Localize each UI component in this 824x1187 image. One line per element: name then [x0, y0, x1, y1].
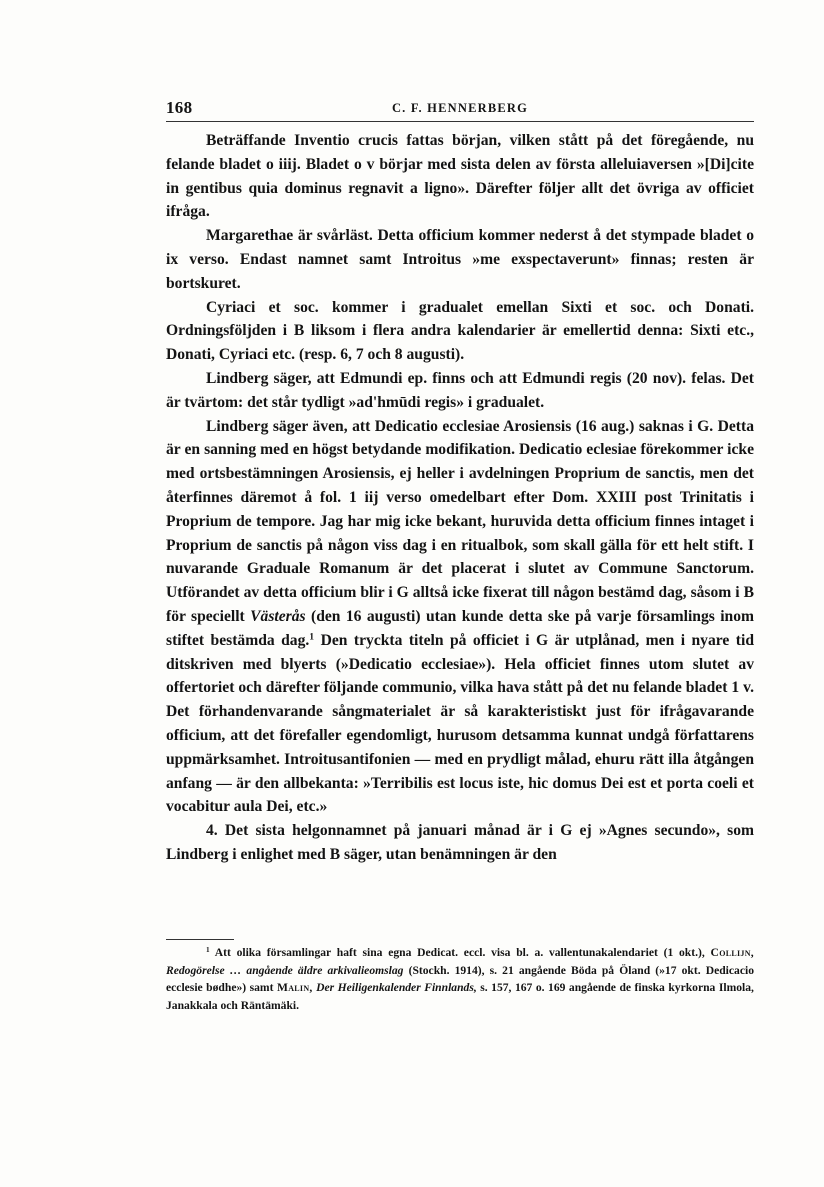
footnote-text-1: Att olika församlingar haft sina egna Dedicat. eccl. visa bl. a. vallentunakalendariet (1 okt.),	[214, 946, 705, 959]
paragraph-inventio-crucis: Beträffande Inventio crucis fattas början, vilken stått på det föregående, nu felande bladet o iiij. Bladet o v börjar med sista delen av första alleluiaversen »[Di]cite in gentibus quia dominus regnavit a ligno». Därefter följer allt det övriga av officiet ifråga.	[166, 132, 754, 221]
paragraph-edmundi: Lindberg säger, att Edmundi ep. finns och att Edmundi regis (20 nov). felas. Det är tvärtom: det står tydligt »ad'hmūdi regis» i gradualet.	[166, 369, 754, 411]
header-rule	[166, 121, 754, 122]
footnote-text-2: (Stockh. 1914), s. 21 angående Böda på Öland (»17 okt. Dedicacio ecclesie bødhe») samt	[166, 963, 754, 995]
dedicatio-text-c: Den tryckta titeln på officiet i G är utplånad, men i nyare tid ditskriven med blyerts (»Dedicatio ecclesiae»). Hela officiet finnes utom slutet av offertoriet och därefter följande communio, vilka hava stått på det nu felande bladet 1 v. Det förhandenvarande sångmaterialet är så karakteristiskt just för ifrågavarande officium, att det förefaller egendomligt, hurusom detsamma kunnat undgå författarens uppmärksamhet. Introitusantifonien — med en prydligt målad, ehuru rätt illa åtgången anfang — är den allbekanta: »Terribilis est locus iste, hic domus Dei est et porta coeli et vocabitur aula Dei, etc.»	[166, 631, 754, 816]
footnote-reference[interactable]: 1	[309, 631, 315, 643]
paragraph-agnes: 4. Det sista helgonnamnet på januari månad är i G ej »Agnes secundo», som Lindberg i enlighet med B säger, utan benämningen är den	[166, 822, 754, 863]
footnote	[166, 944, 754, 1014]
footnote-author-collijn: Collijn,	[710, 946, 754, 959]
paragraph-cyriaci: Cyriaci et soc. kommer i gradualet emellan Sixti et soc. och Donati. Ordningsföljden i B liksom i flera andra kalendarier är emellertid denna: Sixti etc., Donati, Cyriaci etc. (resp. 6, 7 och 8 augusti).	[166, 298, 754, 364]
footnote-text	[166, 944, 754, 1014]
footnote-text-3: s. 157, 167 o. 169 angående de finska kyrkorna Ilmola, Janakkala och Räntämäki.	[166, 981, 754, 1012]
footnote-mark: 1	[206, 946, 210, 955]
running-head: C. F. HENNERBERG	[391, 101, 529, 115]
footnote-rule	[166, 939, 234, 940]
body-text	[166, 129, 754, 867]
dedicatio-text-b: (den 16 augusti) utan kunde detta ske på varje församlings inom stiftet bestämda dag.	[166, 607, 754, 649]
paragraph-dedicatio	[166, 415, 754, 820]
footnote-title-redogorelse: Redogörelse … angående äldre arkivalieomslag	[166, 963, 404, 977]
paragraph-margarethae: Margarethae är svårläst. Detta officium kommer nederst å det stympade bladet o ix verso. Endast namnet samt Introitus »me exspectaverunt» finnas; resten är bortskuret.	[166, 227, 754, 292]
footnote-author-malin: Malin,	[276, 981, 313, 995]
place-name-vasteras: Västerås	[250, 607, 306, 625]
dedicatio-text-a: Lindberg säger även, att Dedicatio ecclesiae Arosiensis (16 aug.) saknas i G. Detta är en sanning med en högst betydande modifikation. Dedicatio eclesiae förekommer icke med ortsbestämningen Arosiensis, ej heller i avdelningen Proprium de sanctis, men det återfinnes däremot å fol. 1 iij verso omedelbart efter Dom. XXIII post Trinitatis i Proprium de tempore. Jag har mig icke bekant, huruvida detta officium finnes intaget i Proprium de sanctis på någon viss dag i en ritualbok, som skall gälla för ett helt stift. I nuvarande Graduale Romanum är det placerat i slutet av Commune Sanctorum. Utförandet av detta officium blir i G alltså icke fixerat till någon bestämd dag, såsom i B för speciellt	[166, 417, 754, 625]
footnote-title-heiligenkalender: Der Heiligenkalender Finnlands,	[316, 981, 477, 995]
page-number: 168	[166, 98, 193, 117]
page-header	[166, 98, 754, 122]
